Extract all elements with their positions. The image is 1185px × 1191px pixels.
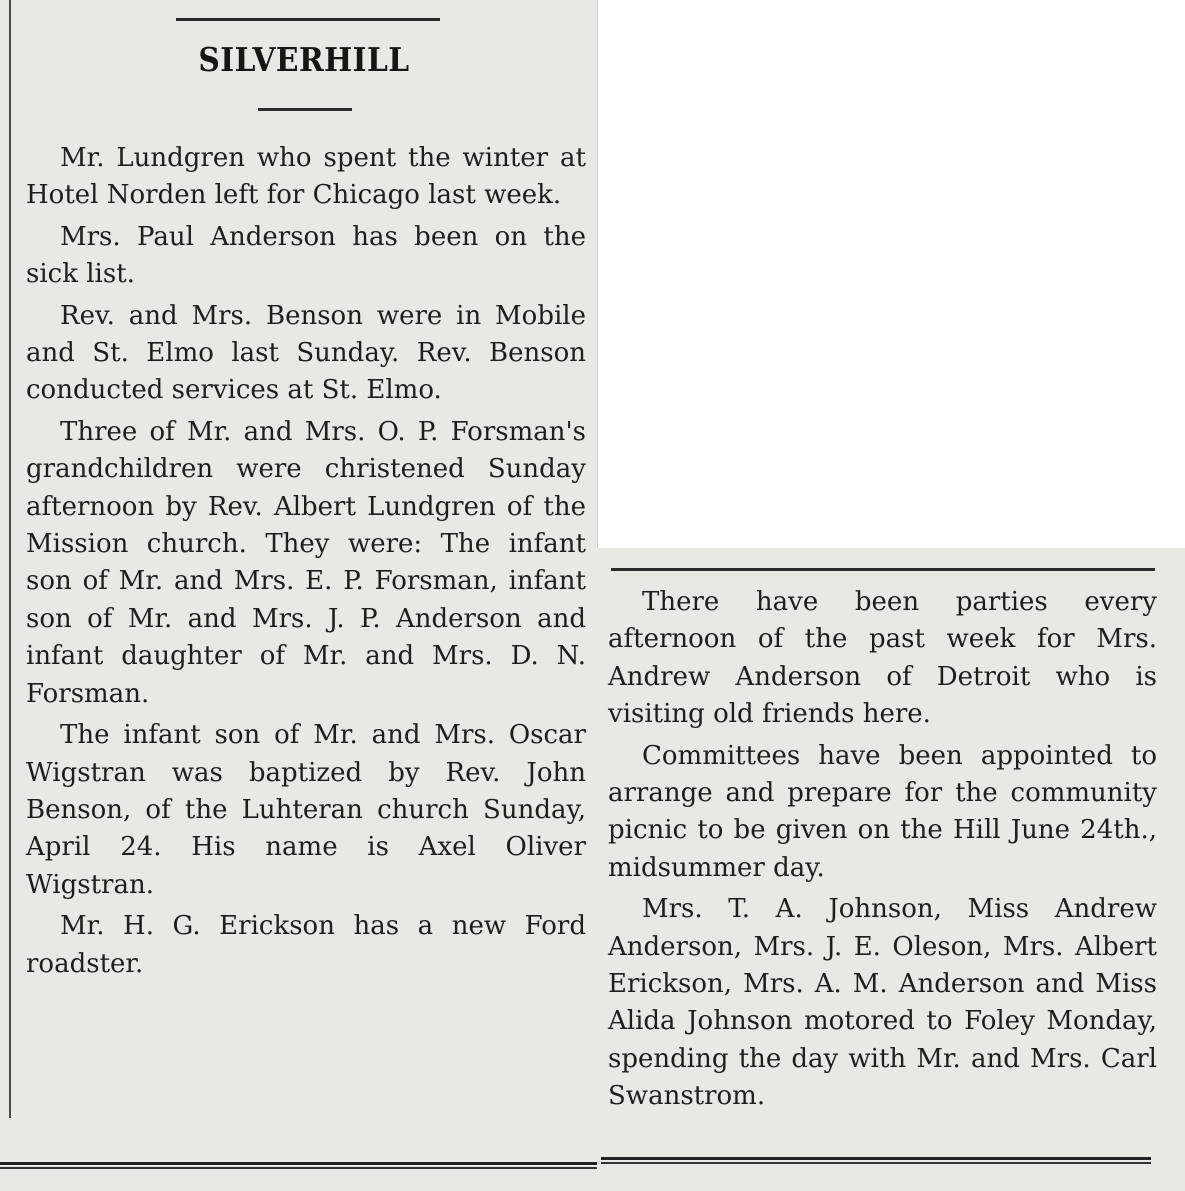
- article-body-left: [26, 140, 586, 987]
- paragraph: Mr. H. G. Erickson has a new Ford roadster.: [26, 911, 586, 979]
- paragraph: Three of Mr. and Mrs. O. P. Forsman's grandchildren were christened Sunday afternoon by Rev. Albert Lundgren of the Mission church. They were: The infant son of Mr. and Mrs. E. P. Forsman, infant son of Mr. and Mrs. J. P. Anderson and infant daughter of Mr. and Mrs. D. N. Forsman.: [26, 416, 586, 709]
- top-rule: [611, 568, 1155, 571]
- top-rule: [176, 18, 440, 21]
- paragraph: Mrs. T. A. Johnson, Miss Andrew Anderson, Mrs. J. E. Oleson, Mrs. Albert Erickson, Mrs. A. M. Anderson and Miss Alida Johnson motored to Foley Monday, spending the day with Mr. and Mrs. Carl Swanstrom.: [608, 894, 1157, 1112]
- bottom-double-rule: [601, 1157, 1151, 1164]
- newspaper-clipping-right: [597, 548, 1185, 1191]
- paragraph: Mr. Lundgren who spent the winter at Hotel Norden left for Chicago last week.: [26, 143, 586, 211]
- headline: SILVERHILL: [198, 40, 410, 79]
- column-rule-vertical: [9, 0, 11, 1118]
- paragraph: The infant son of Mr. and Mrs. Oscar Wigstran was baptized by Rev. John Benson, of the Luhteran church Sunday, April 24. His name is Axel Oliver Wigstran.: [26, 720, 586, 900]
- paragraph: Rev. and Mrs. Benson were in Mobile and St. Elmo last Sunday. Rev. Benson conducted services at St. Elmo.: [26, 300, 586, 406]
- paragraph: There have been parties every afternoon of the past week for Mrs. Andrew Anderson of Detroit who is visiting old friends here.: [608, 587, 1157, 730]
- bottom-double-rule: [0, 1162, 597, 1169]
- paragraph: Committees have been appointed to arrange and prepare for the community picnic to be given on the Hill June 24th., midsummer day.: [608, 740, 1157, 883]
- paragraph: Mrs. Paul Anderson has been on the sick list.: [26, 221, 586, 290]
- article-body-right: [608, 584, 1157, 1120]
- headline-underline: [258, 108, 352, 111]
